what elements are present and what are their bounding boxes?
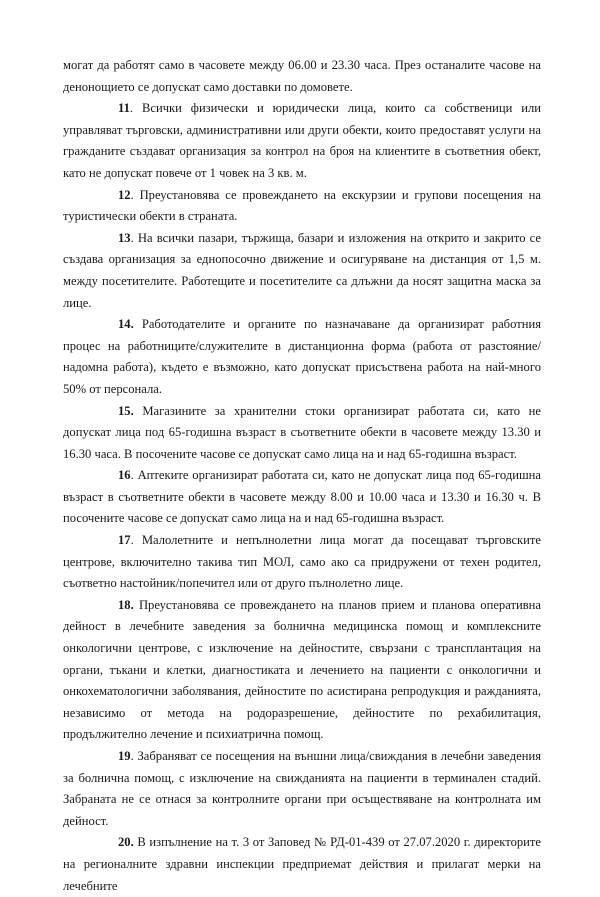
paragraph-17 bbox=[63, 530, 541, 595]
paragraph-text: . Преустановява се провеждането на екскурзии и групови посещения на туристически обекти в страната. bbox=[63, 187, 541, 224]
paragraph-text: . Малолетните и непълнолетни лица могат да посещават търговските центрове, включително такива тип МОЛ, само ако са придружени от техен родител, съответно настойник/попечител или от друго пълнолетно лице. bbox=[63, 533, 541, 591]
paragraph-12 bbox=[63, 185, 541, 228]
paragraph-text: . Забраняват се посещения на външни лица/свиждания в лечебни заведения за болнична помощ, с изключение на свижданията на пациенти в терминален стадий. Забраната не се отнася за контролните органи при осъществяване на контролната им дейност. bbox=[63, 749, 541, 828]
paragraph-20 bbox=[63, 832, 541, 897]
paragraph-text: Преустановява се провеждането на планов прием и планова оперативна дейност в лечебните заведения за болнична медицинска помощ и комплексните онкологични центрове, с изключение на дейностите, свързани с трансплантация на органи, тъкани и клетки, диагностиката и лечението на пациенти с онкологични и онкохематологични заболявания, дейностите по асистирана репродукция и ражданията, независимо от метода на родоразрешение, дейностите по рехабилитация, продължително лечение и психиатрична помощ. bbox=[63, 597, 541, 742]
paragraph-number: 18. bbox=[118, 597, 134, 612]
paragraph-text: . Аптеките организират работата си, като не допускат лица под 65-годишна възраст в съответните обекти в часовете между 8.00 и 10.00 часа и 13.30 и 16.30 ч. В посочените часове се допускат само лица на и над 65-годишна възраст. bbox=[63, 468, 541, 526]
paragraph-number: 11 bbox=[118, 101, 130, 116]
paragraph-number: 13 bbox=[118, 230, 131, 245]
paragraph-13 bbox=[63, 228, 541, 314]
paragraph-text: Работодателите и органите по назначаване да организират работния процес на работниците/служителите в дистанционна форма (работа от разстояние/надомна работа), където е възможно, като допускат присъствена работа на най-много 50% от персонала. bbox=[63, 317, 541, 396]
paragraph-number: 19 bbox=[118, 749, 131, 763]
paragraph-text: . На всички пазари, тържища, базари и изложения на открито и закрито се създава организация за еднопосочно движение и осигуряване на дистанция от 1,5 м. между посетителите. Работещите и посетителите са длъжни да носят защитна маска за лице. bbox=[63, 230, 541, 310]
document-page bbox=[63, 55, 541, 897]
paragraph-number: 17 bbox=[118, 533, 131, 548]
paragraph-19 bbox=[63, 746, 541, 832]
paragraph-number: 12 bbox=[118, 187, 131, 202]
paragraph-number: 15. bbox=[118, 403, 134, 418]
paragraph-10-continuation bbox=[63, 55, 541, 98]
paragraph-18 bbox=[63, 595, 541, 746]
paragraph-16 bbox=[63, 465, 541, 530]
paragraph-14 bbox=[63, 314, 541, 400]
paragraph-11 bbox=[63, 98, 541, 184]
paragraph-number: 20. bbox=[118, 835, 134, 850]
paragraph-text: могат да работят само в часовете между 06.00 и 23.30 часа. През останалите часове на денонощието се допускат само доставки по домовете. bbox=[63, 58, 541, 94]
paragraph-text: В изпълнение на т. 3 от Заповед № РД-01-439 от 27.07.2020 г. директорите на регионалните здравни инспекции предприемат действия и прилагат мерки на лечебните bbox=[63, 835, 541, 893]
paragraph-text: Магазините за хранителни стоки организират работата си, като не допускат лица под 65-годишна възраст в съответните обекти в часовете между 13.30 и 16.30 часа. В посочените часове се допускат само лица на и над 65-годишна възраст. bbox=[63, 403, 541, 461]
paragraph-number: 16 bbox=[118, 468, 131, 483]
paragraph-number: 14. bbox=[118, 317, 134, 332]
paragraph-text: . Всички физически и юридически лица, които са собственици или управляват търговски, административни или други обекти, които предоставят услуги на гражданите създават организация за контрол на броя на клиентите в съответния обект, като не допускат повече от 1 човек на 3 кв. м. bbox=[63, 101, 541, 180]
paragraph-15 bbox=[63, 401, 541, 466]
